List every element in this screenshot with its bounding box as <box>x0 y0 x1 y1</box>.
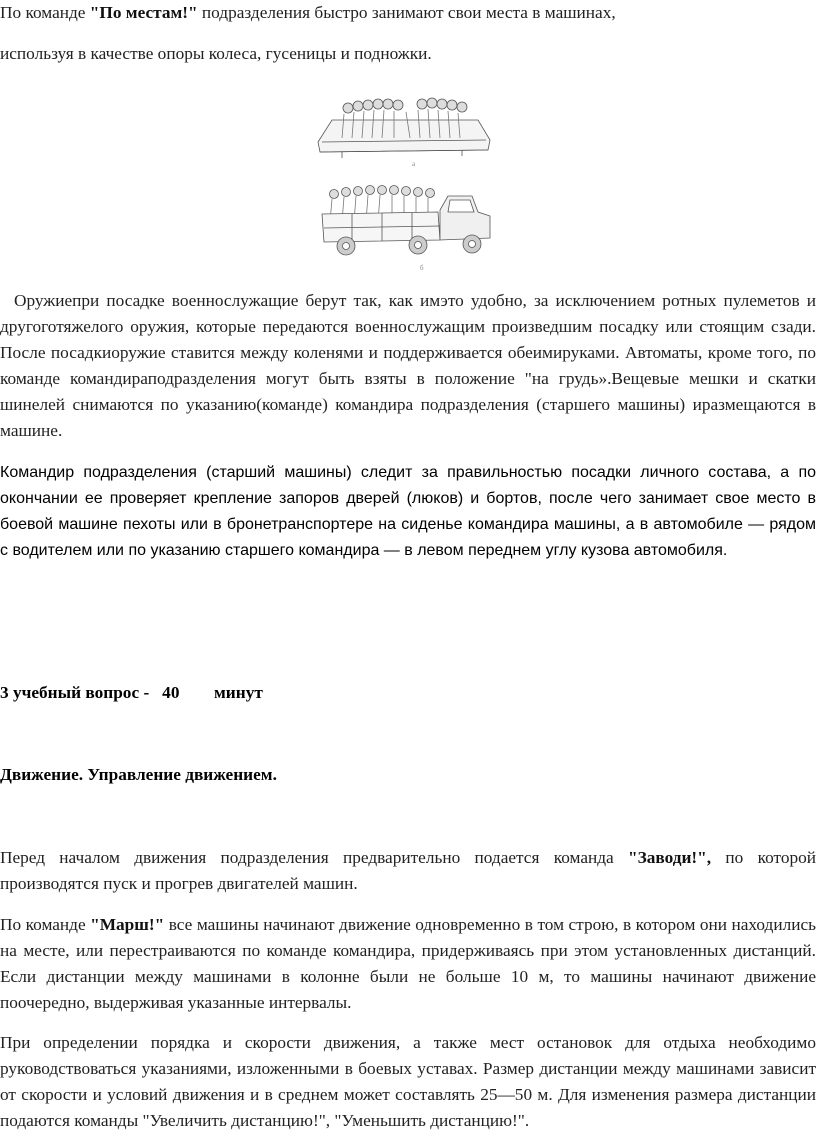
heading-duration-value: 40 <box>162 683 180 702</box>
section-heading-movement: Движение. Управление движением. <box>0 765 277 784</box>
paragraph-take-seats-line2: используя в качестве опоры колеса, гусеницы и подножки. <box>0 44 432 63</box>
figure-b-truck <box>322 186 490 273</box>
text-rest: все машины начинают движение одновременно в том строю, в котором они находились на месте, или перестраиваются по команде командира, придерживаясь при этом установленных дистанций. Если дистанции между машинами в колонне были не больше 10 м, то машины начинают движение поочередно, выдерживая указанные интервалы. <box>0 915 816 1012</box>
text-lead: По команде <box>0 915 91 934</box>
figure-label-b: б <box>420 264 424 272</box>
troop-boarding-illustration <box>312 92 494 278</box>
paragraph-march-command <box>0 912 816 1016</box>
command-po-mestam: "По местам!" <box>89 3 198 22</box>
paragraph-take-seats-command <box>0 0 816 26</box>
command-marsh: "Марш!" <box>90 915 165 934</box>
heading-prefix: 3 учебный вопрос - <box>0 683 150 702</box>
paragraph-commander-duties: Командир подразделения (старший машины) следит за правильностью посадки личного состава, а по окончании ее проверяет крепление запоров дверей (люков) и бортов, после чего занимает свое место в боевой машине пехоты или в бронетранспортере на сиденье командира машины, а в автомобиле — рядом с водителем или по указанию старшего командира — в левом переднем углу кузова автомобиля. <box>0 464 816 559</box>
figure-a-truck-bed <box>318 98 490 168</box>
paragraph-weapons-boarding: Оружиепри посадке военнослужащие берут так, как имэто удобно, за исключением ротных пулеметов и другоготяжелого оружия, которые передаются военнослужащим произведшим посадку или стоящим сзади. После посадкиоружие ставится между коленями и поддерживается обеимируками. Автоматы, кроме того, по команде командираподразделения могут быть взяты в положение "на грудь».Вещевые мешки и скатки шинелей снимаются по указанию(команде) командира подразделения (старшего машины) иразмещаются в машине. <box>0 291 816 440</box>
text-rest: по которой производятся пуск и прогрев двигателей машин. <box>0 848 816 893</box>
figure-label-a: а <box>412 160 416 168</box>
lesson-question-heading <box>0 683 816 703</box>
text-rest: подразделения быстро занимают свои места в машинах, <box>197 3 616 22</box>
text-lead: По команде <box>0 3 90 22</box>
paragraph-speed-distance: При определении порядка и скорости движения, а также мест остановок для отдыха необходимо руководствоваться указаниями, изложенными в боевых уставах. Размер дистанции между машинами зависит от скорости и условий движения и в среднем может составлять 25—50 м. Для изменения размера дистанции подаются команды "Увеличить дистанцию!", "Уменьшить дистанцию!". <box>0 1033 816 1130</box>
text-lead: Перед началом движения подразделения предварительно подается команда <box>0 848 629 867</box>
paragraph-start-engines <box>0 845 816 897</box>
heading-duration-unit: минут <box>214 683 263 702</box>
command-zavodi: "Заводи!", <box>628 848 712 867</box>
